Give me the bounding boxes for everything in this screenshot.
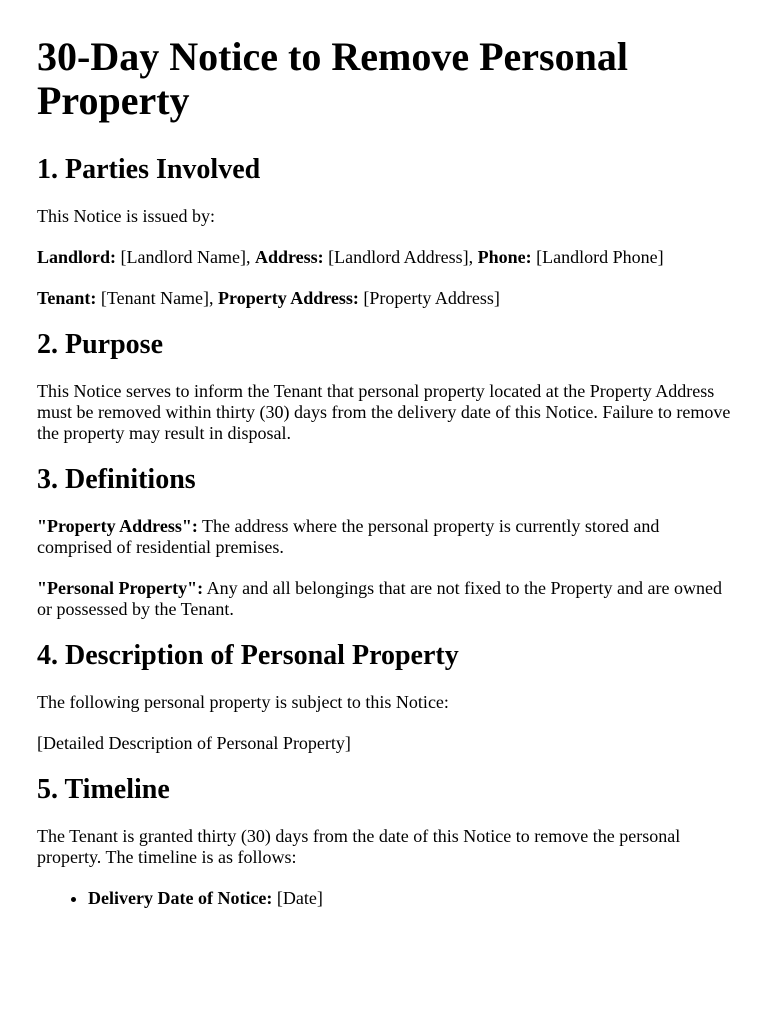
- purpose-text: This Notice serves to inform the Tenant that personal property located at the Property Address must be removed within thirty (30) days from the delivery date of this Notice. Failure to remove the property may result in disposal.: [37, 381, 731, 443]
- landlord-line: [37, 247, 733, 268]
- definition-term: "Personal Property":: [37, 578, 204, 598]
- landlord-label: Landlord:: [37, 247, 117, 267]
- document-title: 30-Day Notice to Remove Personal Property: [37, 34, 628, 123]
- definition-term: "Property Address":: [37, 516, 198, 536]
- definition-text: The address where the personal property is currently stored and comprised of residential premises.: [37, 516, 660, 557]
- tenant-label: Tenant:: [37, 288, 97, 308]
- definition-text: Any and all belongings that are not fixed to the Property and are owned or possessed by the Tenant.: [37, 578, 722, 619]
- section-heading-parties: 1. Parties Involved: [37, 154, 261, 185]
- phone-label: Phone:: [477, 247, 532, 267]
- section-heading-definitions: 3. Definitions: [37, 464, 196, 495]
- tenant-name: [Tenant Name],: [96, 288, 219, 308]
- landlord-name: [Landlord Name],: [116, 247, 255, 267]
- landlord-phone: [Landlord Phone]: [531, 247, 664, 267]
- property-address: [Property Address]: [358, 288, 500, 308]
- section-heading-timeline: 5. Timeline: [37, 774, 170, 805]
- description-intro: The following personal property is subject to this Notice:: [37, 692, 449, 712]
- definition-personal-property: [37, 578, 733, 620]
- timeline-item-label: Delivery Date of Notice:: [88, 888, 273, 908]
- tenant-line: [37, 288, 733, 309]
- parties-intro: This Notice is issued by:: [37, 206, 215, 226]
- description-detail: [Detailed Description of Personal Property]: [37, 733, 351, 753]
- landlord-address: [Landlord Address],: [323, 247, 478, 267]
- section-heading-purpose: 2. Purpose: [37, 329, 163, 360]
- timeline-list: [37, 888, 733, 909]
- list-item: [88, 888, 733, 909]
- timeline-intro: The Tenant is granted thirty (30) days from the date of this Notice to remove the personal property. The timeline is as follows:: [37, 826, 681, 867]
- property-address-label: Property Address:: [218, 288, 359, 308]
- address-label: Address:: [254, 247, 324, 267]
- definition-property-address: [37, 516, 733, 558]
- section-heading-description: 4. Description of Personal Property: [37, 640, 459, 671]
- timeline-item-value: [Date]: [272, 888, 323, 908]
